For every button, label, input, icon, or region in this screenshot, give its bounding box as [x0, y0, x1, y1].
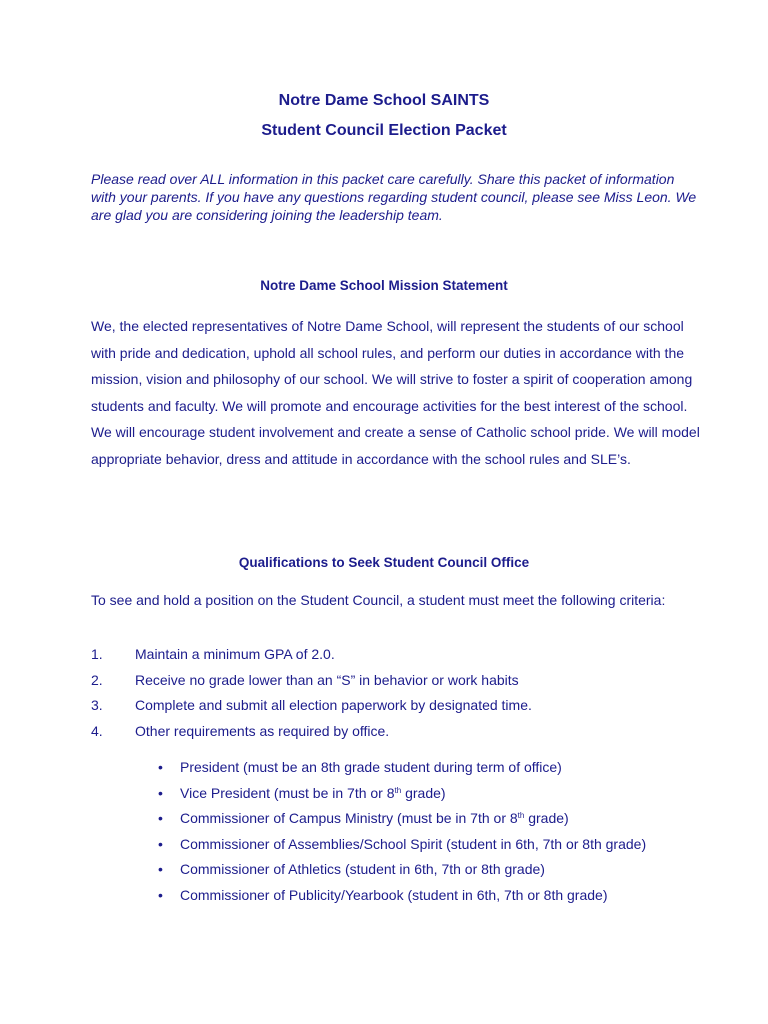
qualifications-heading: Qualifications to Seek Student Council Office [238, 555, 530, 570]
list-item [158, 835, 718, 861]
list-text: Receive no grade lower than an “S” in behavior or work habits [135, 671, 519, 688]
office-text: President (must be an 8th grade student during term of office) [180, 759, 562, 775]
list-number: 3. [91, 697, 103, 713]
bullet-icon: • [158, 759, 163, 775]
list-item [158, 860, 718, 886]
list-item [158, 809, 718, 835]
list-item [91, 696, 691, 722]
office-text: Commissioner of Athletics (student in 6th, 7th or 8th grade) [180, 861, 545, 878]
list-text: Maintain a minimum GPA of 2.0. [135, 646, 335, 662]
criteria-list [91, 645, 691, 747]
list-item [91, 722, 691, 748]
office-text: Commissioner of Assemblies/School Spirit (student in 6th, 7th or 8th grade) [180, 835, 647, 852]
ordinal-suffix: th [517, 811, 525, 821]
list-text: Complete and submit all election paperwork by designated time. [135, 697, 532, 713]
office-text [180, 809, 569, 827]
bullet-icon: • [158, 835, 163, 852]
list-item [91, 645, 691, 671]
list-text: Other requirements as required by office. [135, 722, 390, 739]
list-number: 1. [91, 646, 103, 662]
ordinal-suffix: th [394, 785, 402, 795]
mission-heading: Notre Dame School Mission Statement [260, 278, 508, 293]
document-title: Notre Dame School SAINTS [278, 92, 490, 109]
qualifications-intro: To see and hold a position on the Student Council, a student must meet the following criteria: [91, 592, 666, 608]
bullet-icon: • [158, 861, 163, 878]
office-text: Commissioner of Publicity/Yearbook (student in 6th, 7th or 8th grade) [180, 886, 608, 903]
offices-list [158, 758, 718, 912]
office-text-part: Vice President (must be in 7th or 8 [180, 784, 395, 801]
document-subtitle: Student Council Election Packet [261, 122, 507, 139]
office-text-part: grade) [524, 810, 569, 827]
list-item [91, 671, 691, 697]
office-text-part: grade) [401, 784, 446, 801]
office-text-part: Commissioner of Campus Ministry (must be in 7th or 8 [180, 810, 518, 827]
intro-paragraph: Please read over ALL information in this packet care carefully. Share this packet of information with your parents. If you have any questions regarding student council, please see Miss Leon. We are glad you are considering joining the leadership team. [91, 171, 697, 223]
list-item [158, 758, 718, 784]
bullet-icon: • [158, 810, 163, 827]
office-text [180, 784, 446, 802]
bullet-icon: • [158, 784, 163, 801]
list-number: 4. [91, 722, 103, 739]
bullet-icon: • [158, 886, 163, 903]
list-item [158, 886, 718, 912]
list-item [158, 784, 718, 810]
mission-paragraph: We, the elected representatives of Notre Dame School, will represent the students of our school with pride and dedication, uphold all school rules, and perform our duties in accordance with the mission, vision and philosophy of our school. We will strive to foster a spirit of cooperation among students and faculty. We will promote and encourage activities for the best interest of the school. We will encourage student involvement and create a sense of Catholic school pride. We will model appropriate behavior, dress and attitude in accordance with the school rules and SLE’s. [91, 318, 700, 467]
list-number: 2. [91, 671, 103, 688]
